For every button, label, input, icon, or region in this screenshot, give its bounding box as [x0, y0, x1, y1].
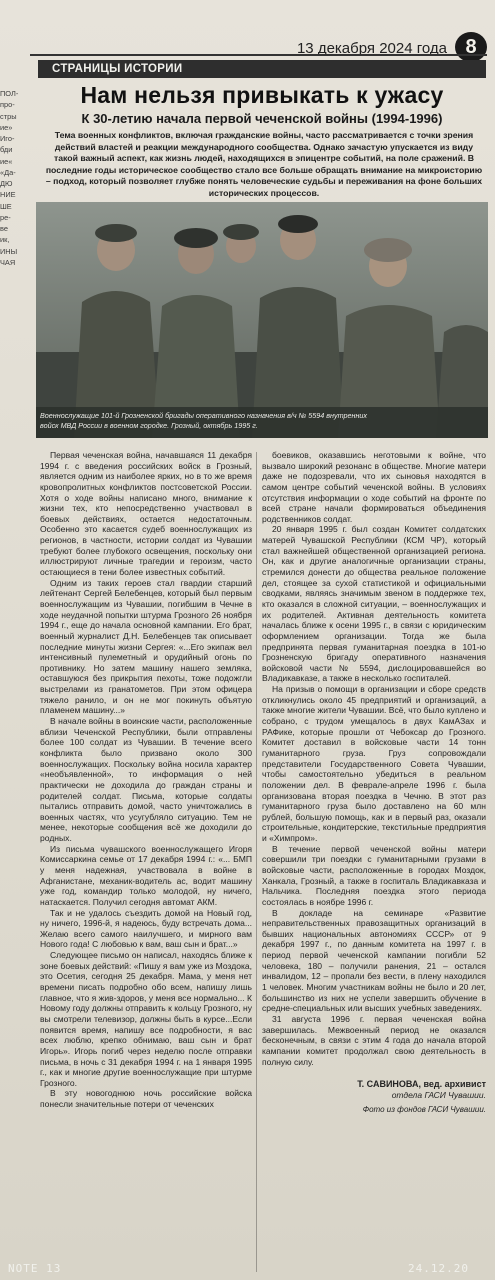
margin-fragment: ЧАЯ: [0, 257, 16, 267]
margin-fragment: ре-: [0, 212, 11, 222]
margin-fragment: про-: [0, 100, 15, 110]
article-paragraph: Из письма чувашского военнослужащего Игоря Комиссаркина семье от 17 декабря 1994 г.: «... БМП у меня надежная, участвовала в войне в Афганистане, механик-водитель ас, водит машину уже год, командир только молодой, ну ничего, натаскается. Получил сегодня автомат АКМ.: [40, 843, 252, 907]
article-headline: Нам нельзя привыкать к ужасу: [80, 82, 444, 108]
left-column: [40, 450, 252, 1110]
article-paragraph: В докладе на семинаре «Развитие неправительственных правозащитных организаций в бывших национальных автономиях СССР» от 9 декабря 1997 г., по данным комитета на 1997 г. в период первой чеченской кампании погибли 52 человека, 180 – получили ранения, 21 – остался инвалидом, 12 – пропали без вести, в плену находился 1 человек. Многим участникам войны не было и 20 лет, большинство из них не успели завершить обучение в средне-специальных или высших учебных заведениях.: [262, 907, 486, 1014]
margin-fragment: Иго-: [0, 134, 15, 143]
section-rubric: СТРАНИЦЫ ИСТОРИИ: [38, 60, 486, 78]
author-department: отдела ГАСИ Чувашии.: [391, 1090, 486, 1101]
article-paragraph: В течение первой чеченской войны матери совершили три поездки с гуманитарными грузами в войсковые части, расположенные в городах Моздок, Ханкала, Грозный, а также в госпиталь Владикавказа и Нальчика. Последняя поездка этого периода состоялась в ноябре 1996 г.: [262, 843, 486, 907]
right-column: [262, 450, 486, 1115]
margin-fragment: НИЕ: [0, 190, 16, 200]
margin-fragment: бди: [0, 145, 13, 155]
margin-fragment: ИНЫ: [0, 246, 18, 256]
article-subhead: К 30-летию начала первой чеченской войны (1994-1996): [81, 111, 443, 126]
article-lead: Тема военных конфликтов, включая гражданские войны, часто рассматривается с точки зрения действий властей и реакции международного сообщества. Однако зачастую упускается из виду такой важный аспект, как жизнь людей, находящихся в эпицентре событий, на поле сражений. В последние годы историческое сообщество стало все больше обращать внимание на микроисторию – подход, который позволяет глубже понять человеческие судьбы и переживания на фоне больших исторических процессов.: [45, 130, 483, 198]
margin-fragment: ик,: [0, 235, 10, 245]
article-paragraph: Так и не удалось съездить домой на Новый год, ну ничего, 1996-й, я надеюсь, буду встречать дома... Желаю всего самого наилучшего, и мирного вам Нового года! С любовью к вам, ваш сын и брат...»: [40, 907, 252, 950]
article-paragraph: Следующее письмо он написал, находясь ближе к зоне боевых действий: «Пишу я вам уже из Моздока, это Осетия, сегодня 25 декабря. Мама, у меня нет времени писать подробно обо всем, напишу лишь главное, что я жив-здоров, у меня все нормально... К Новому году должны отправить к кольцу Грозного, ну вы смотрели телевизор, должны быть в курсе...Если появится время, напишу все подробности, я вас всех люблю, крепко обнимаю, ваш сын и брат Игорь». Игорь погиб через неделю после отправки письма, в ночь с 31 декабря 1994 г. на 1 января 1995 г., как и многие другие военнослужащие при штурме Грозного.: [40, 950, 253, 1088]
photo-credit: Фото из фондов ГАСИ Чувашии.: [362, 1104, 486, 1114]
header-rule: [30, 54, 487, 56]
issue-date: 13 декабря 2024 года: [296, 40, 447, 57]
margin-fragment: ПОЛ-: [0, 89, 19, 98]
camera-timestamp: 24.12.20: [408, 1262, 469, 1275]
article-paragraph: Одним из таких героев стал гвардии старший лейтенант Сергей Белебенцев, который был первым военнослужащим из Чувашии, погибшим в Чечне в ходе неудачной попытки штурма Грозного 26 ноября 1994 г., еще до начала основной кампании. Его брат, военный журналист Д.Н. Белебенцев так описывает последние минуты жизни Сергея: «...Его экипаж вел интенсивный пулеметный и орудийный огонь по противнику. Но затем машину нашего земляка, оставшуюся без прикрытия пехоты, тоже подожгли выстрелами из гранатометов. При этом офицера тяжело ранило, и он не мог покинуть объятую пламенем машину...»: [40, 577, 252, 716]
article-paragraph: В эту новогоднюю ночь российские войска понесли значительные потери от чеченских: [40, 1088, 252, 1110]
soldiers-photo-illustration: [36, 202, 488, 438]
author-signature: Т. САВИНОВА, вед. архивист: [357, 1079, 486, 1090]
article-paragraph: 20 января 1995 г. был создан Комитет солдатских матерей Чувашской Республики (КСМ ЧР), который стал важнейшей общественной организацией региона. Он, как и другие аналогичные организации страны, стремился донести до общества реальное положение дел, стоящее за сухой статистикой и официальными сводками, являясь значимым звеном в поддержке тех, кто оказался в сложной ситуации, – военнослужащих и их родителей. Активная деятельность комитета началась ближе к осени 1995 г., в связи с юридическим оформлением организации. Тогда же была предпринята первая гуманитарная поездка в 101-ю Грозненскую бригаду оперативного назначения войсковой части № 5594, дислоцировавшейся во Владикавказе, а также в несколько госпиталей.: [262, 524, 486, 684]
article-paragraph: 31 августа 1996 г. первая чеченская война завершилась. Межвоенный период не оказался бесконечным, в связи с этим 4 года до начала второй кампании комитет продолжал свою деятельность в полную силу.: [262, 1013, 486, 1067]
margin-fragment: ве: [0, 224, 8, 233]
article-paragraph: Первая чеченская война, начавшаяся 11 декабря 1994 г. с введения российских войск в Грозный, является одним из наиболее ярких, но в то же время кровопролитных конфликтов постсоветской России. Хотя о ходе войны написано много, внимание к жизни тех, кто непосредственно участвовал в боевых действиях, остается недостаточным. Особенно это касается судеб военнослужащих из регионов, в частности, истории солдат из Чувашии требуют более глубокого освещения, поскольку они иллюстрируют личные трагедии и героизм, часто остающиеся в тени более известных событий.: [40, 450, 252, 578]
margin-fragment: стры: [0, 111, 17, 121]
margin-fragment: ШЕ: [0, 201, 12, 211]
article-paragraph: На призыв о помощи в организации и сборе средств откликнулись около 45 предприятий и организаций, а также многие жители Чувашии. Всё, что было куплено и собрано, с трудом умещалось в двух КамАЗах и РАФике, которые прошли от Чебоксар до Грозного. Комитет доставил в войсковые части 14 тонн гуманитарного груза. Груз сопровождали представители Государственного Совета Чувашии, чтобы самостоятельно убедиться в реальном положении дел. В феврале-апреле 1996 г. была организована вторая поездка в Чечню. В этот раз гуманитарного груза было доставлено на 60 млн рублей, большую помощь, как и в первый раз, оказали строительные, кондитерские, текстильные предприятия и «Химпром».: [262, 684, 486, 844]
article-paragraph: В начале войны в воинские части, расположенные вблизи Чеченской Республики, были отправлены более 100 солдат из Чувашии. В течение всего конфликта было призвано около 300 военнослужащих. Поскольку война носила характер «необъявленной», то информация о ней практически не доходила до граждан страны и родителей солдат. Письма, которые солдаты пытались отправить домой, часто уничтожались в военных частях, что усугубляло ситуацию. Тем не менее, некоторые сообщения всё же доходили до родных.: [40, 716, 252, 844]
margin-fragment: ие»: [0, 122, 13, 132]
margin-fragment: ДЮ: [0, 179, 13, 188]
margin-fragment: «Да-: [0, 167, 16, 177]
adjacent-page-margin: [0, 88, 30, 338]
camera-watermark: NOTE 13: [8, 1262, 62, 1275]
photo-caption: Военнослужащие 101-й Грозненской бригады оперативного назначения в/ч № 5594 внутренних войск МВД России в военном городке. Грозный, октябрь 1995 г.: [40, 411, 368, 430]
column-divider: [256, 452, 257, 1272]
margin-fragment: ие«: [0, 156, 13, 166]
soldiers-photo: [36, 202, 488, 438]
article-paragraph: боевиков, оказавшись неготовыми к войне, что вызвало широкий резонанс в обществе. Многие матери даже не подозревали, что их сыновья находятся в самом центре событий чеченской войны. В условиях отсутствия информации о ходе событий на фронте по всей стране начали формироваться объединения родственников солдат.: [262, 450, 486, 524]
page-number-badge: 8: [455, 32, 487, 62]
